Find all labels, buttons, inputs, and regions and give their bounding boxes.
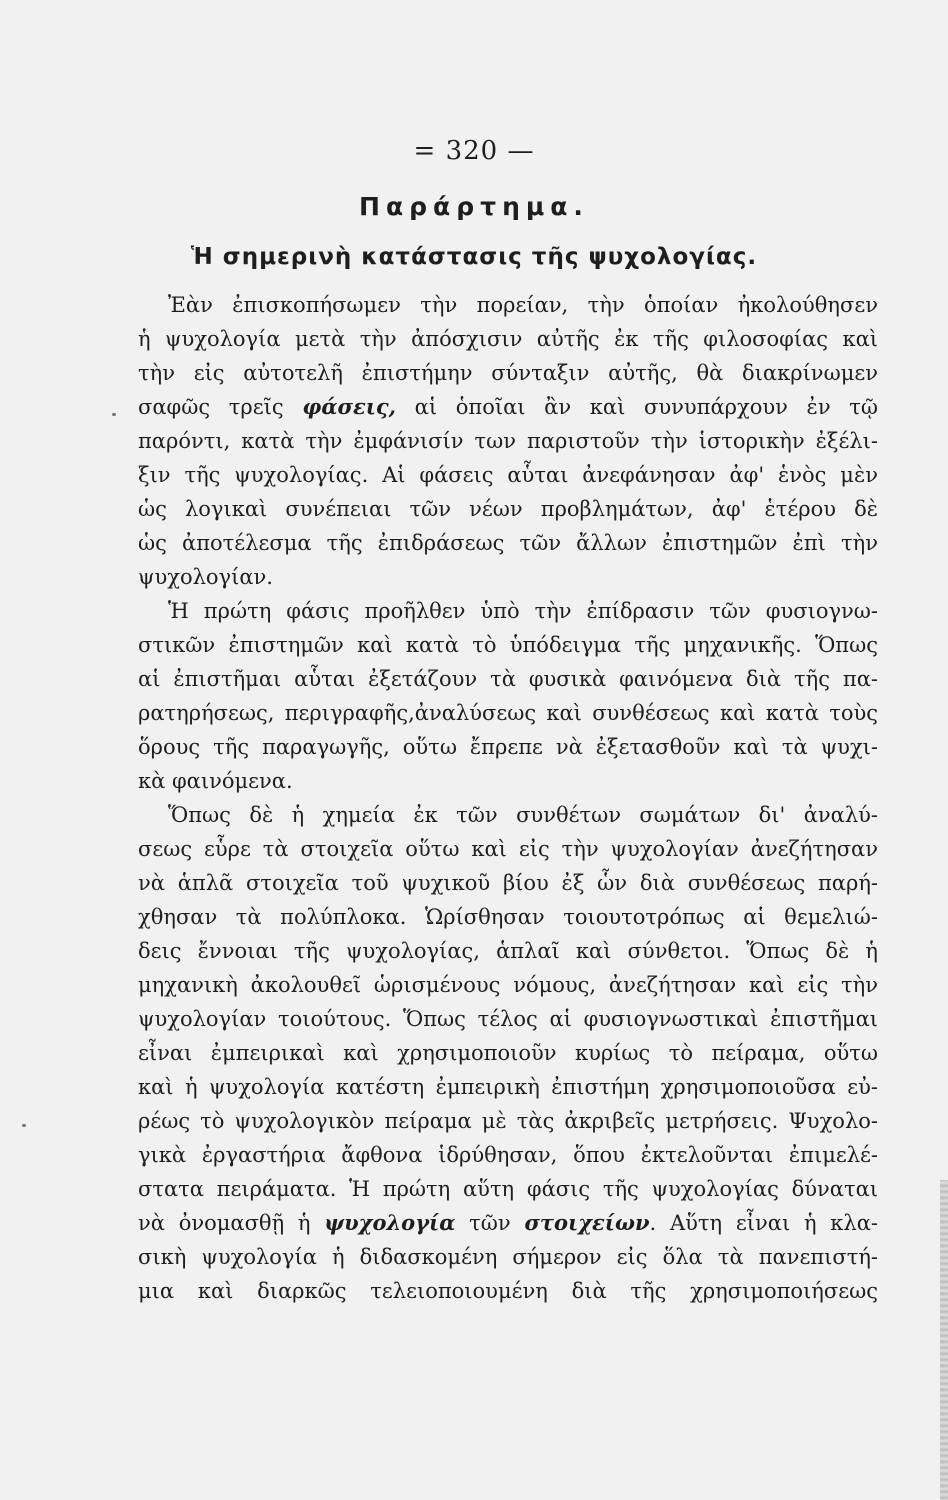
text-line: στικῶν ἐπιστημῶν καὶ κατὰ τὸ ὑπόδειγμα τῆς μηχανικῆς. Ὅπως (138, 633, 878, 657)
text-line: κὰ φαινόμενα. (138, 769, 293, 793)
text-line: δεις ἔννοιαι τῆς ψυχολογίας, ἁπλαῖ καὶ σύνθετοι. Ὅπως δὲ ἡ (138, 939, 878, 963)
text-line: τὴν εἰς αὐτοτελῆ ἐπιστήμην σύνταξιν αὐτῆς, θὰ διακρίνωμεν (138, 361, 878, 385)
text-line: ρέως τὸ ψυχολογικὸν πείραμα μὲ τὰς ἀκριβεῖς μετρήσεις. Ψυχολο- (138, 1109, 878, 1133)
body-text (138, 288, 878, 1308)
scan-speck (22, 1124, 26, 1127)
page-edge-scan-texture (940, 1180, 948, 1500)
text-line: Ἐὰν ἐπισκοπήσωμεν τὴν πορείαν, τὴν ὁποίαν ἠκολούθησεν (168, 293, 878, 317)
text-line: σικὴ ψυχολογία ἡ διδασκομένη σήμερον εἰς ὅλα τὰ πανεπιστή- (138, 1245, 878, 1269)
emphasis-elements: στοιχείων (524, 1210, 650, 1235)
text-line: ὡς ἀποτέλεσμα τῆς ἐπιδράσεως τῶν ἄλλων ἐπιστημῶν ἐπὶ τὴν (138, 531, 878, 555)
section-title: Ἡ σημερινὴ κατάστασις τῆς ψυχολογίας. (190, 244, 758, 270)
text-run: σαφῶς τρεῖς (138, 395, 303, 419)
text-run: . Αὕτη εἶναι ἡ κλα- (649, 1211, 879, 1235)
text-run: τῶν (455, 1211, 525, 1235)
text-line: ρατηρήσεως, περιγραφῆς,ἀναλύσεως καὶ συνθέσεως καὶ κατὰ τοὺς (138, 701, 878, 725)
text-line: γικὰ ἐργαστήρια ἄφθονα ἱδρύθησαν, ὅπου ἐκτελοῦνται ἐπιμελέ- (138, 1143, 878, 1167)
text-line: καὶ ἡ ψυχολογία κατέστη ἐμπειρικὴ ἐπιστήμη χρησιμοποιοῦσα εὐ- (138, 1075, 878, 1099)
text-line: μια καὶ διαρκῶς τελειοποιουμένη διὰ τῆς χρησιμοποιήσεως (138, 1279, 878, 1303)
text-line (138, 1206, 878, 1240)
scan-speck (112, 413, 116, 416)
text-line: ψυχολογίαν τοιούτους. Ὅπως τέλος αἱ φυσιογνωστικαὶ ἐπιστῆμαι (138, 1007, 878, 1031)
emphasis-psychology: ψυχολογία (324, 1210, 456, 1235)
text-line: χθησαν τὰ πολύπλοκα. Ὡρίσθησαν τοιουτοτρόπως αἱ θεμελιώ- (138, 905, 878, 929)
text-line: νὰ ἁπλᾶ στοιχεῖα τοῦ ψυχικοῦ βίου ἐξ ὧν διὰ συνθέσεως παρή- (138, 871, 878, 895)
text-line: μηχανικὴ ἀκολουθεῖ ὡρισμένους νόμους, ἀνεζήτησαν καὶ εἰς τὴν (138, 973, 878, 997)
text-line: ξιν τῆς ψυχολογίας. Αἱ φάσεις αὗται ἀνεφάνησαν ἀφ' ἑνὸς μὲν (138, 463, 878, 487)
text-line: αἱ ἐπιστῆμαι αὗται ἐξετάζουν τὰ φυσικὰ φαινόμενα διὰ τῆς πα- (138, 667, 878, 691)
text-line: ὅρους τῆς παραγωγῆς, οὕτω ἔπρεπε νὰ ἐξετασθοῦν καὶ τὰ ψυχι- (138, 735, 878, 759)
text-line: Ἡ πρώτη φάσις προῆλθεν ὑπὸ τὴν ἐπίδρασιν τῶν φυσιογνω- (168, 599, 878, 623)
text-run: νὰ ὀνομασθῇ ἡ (138, 1211, 325, 1235)
text-run: αἱ ὁποῖαι ἂν καὶ συνυπάρχουν ἐν τῷ (395, 395, 879, 419)
text-line: παρόντι, κατὰ τὴν ἐμφάνισίν των παριστοῦν τὴν ἱστορικὴν ἐξέλι- (138, 429, 878, 453)
text-line: ἡ ψυχολογία μετὰ τὴν ἀπόσχισιν αὐτῆς ἐκ τῆς φιλοσοφίας καὶ (138, 327, 878, 351)
text-line: εἶναι ἐμπειρικαὶ καὶ χρησιμοποιοῦν κυρίως τὸ πείραμα, οὕτω (138, 1041, 878, 1065)
page-number: = 320 — (413, 136, 535, 166)
text-line: ψυχολογίαν. (138, 565, 273, 589)
text-line: ὡς λογικαὶ συνέπειαι τῶν νέων προβλημάτων, ἀφ' ἑτέρου δὲ (138, 497, 878, 521)
text-line: στατα πειράματα. Ἡ πρώτη αὕτη φάσις τῆς ψυχολογίας δύναται (138, 1177, 878, 1201)
text-line: σεως εὗρε τὰ στοιχεῖα οὕτω καὶ εἰς τὴν ψυχολογίαν ἀνεζήτησαν (138, 837, 878, 861)
emphasis-phases: φάσεις, (302, 394, 396, 419)
text-line: Ὅπως δὲ ἡ χημεία ἐκ τῶν συνθέτων σωμάτων δι' ἀναλύ- (168, 803, 878, 827)
appendix-title: Παράρτημα. (359, 192, 589, 221)
text-line (138, 390, 878, 424)
